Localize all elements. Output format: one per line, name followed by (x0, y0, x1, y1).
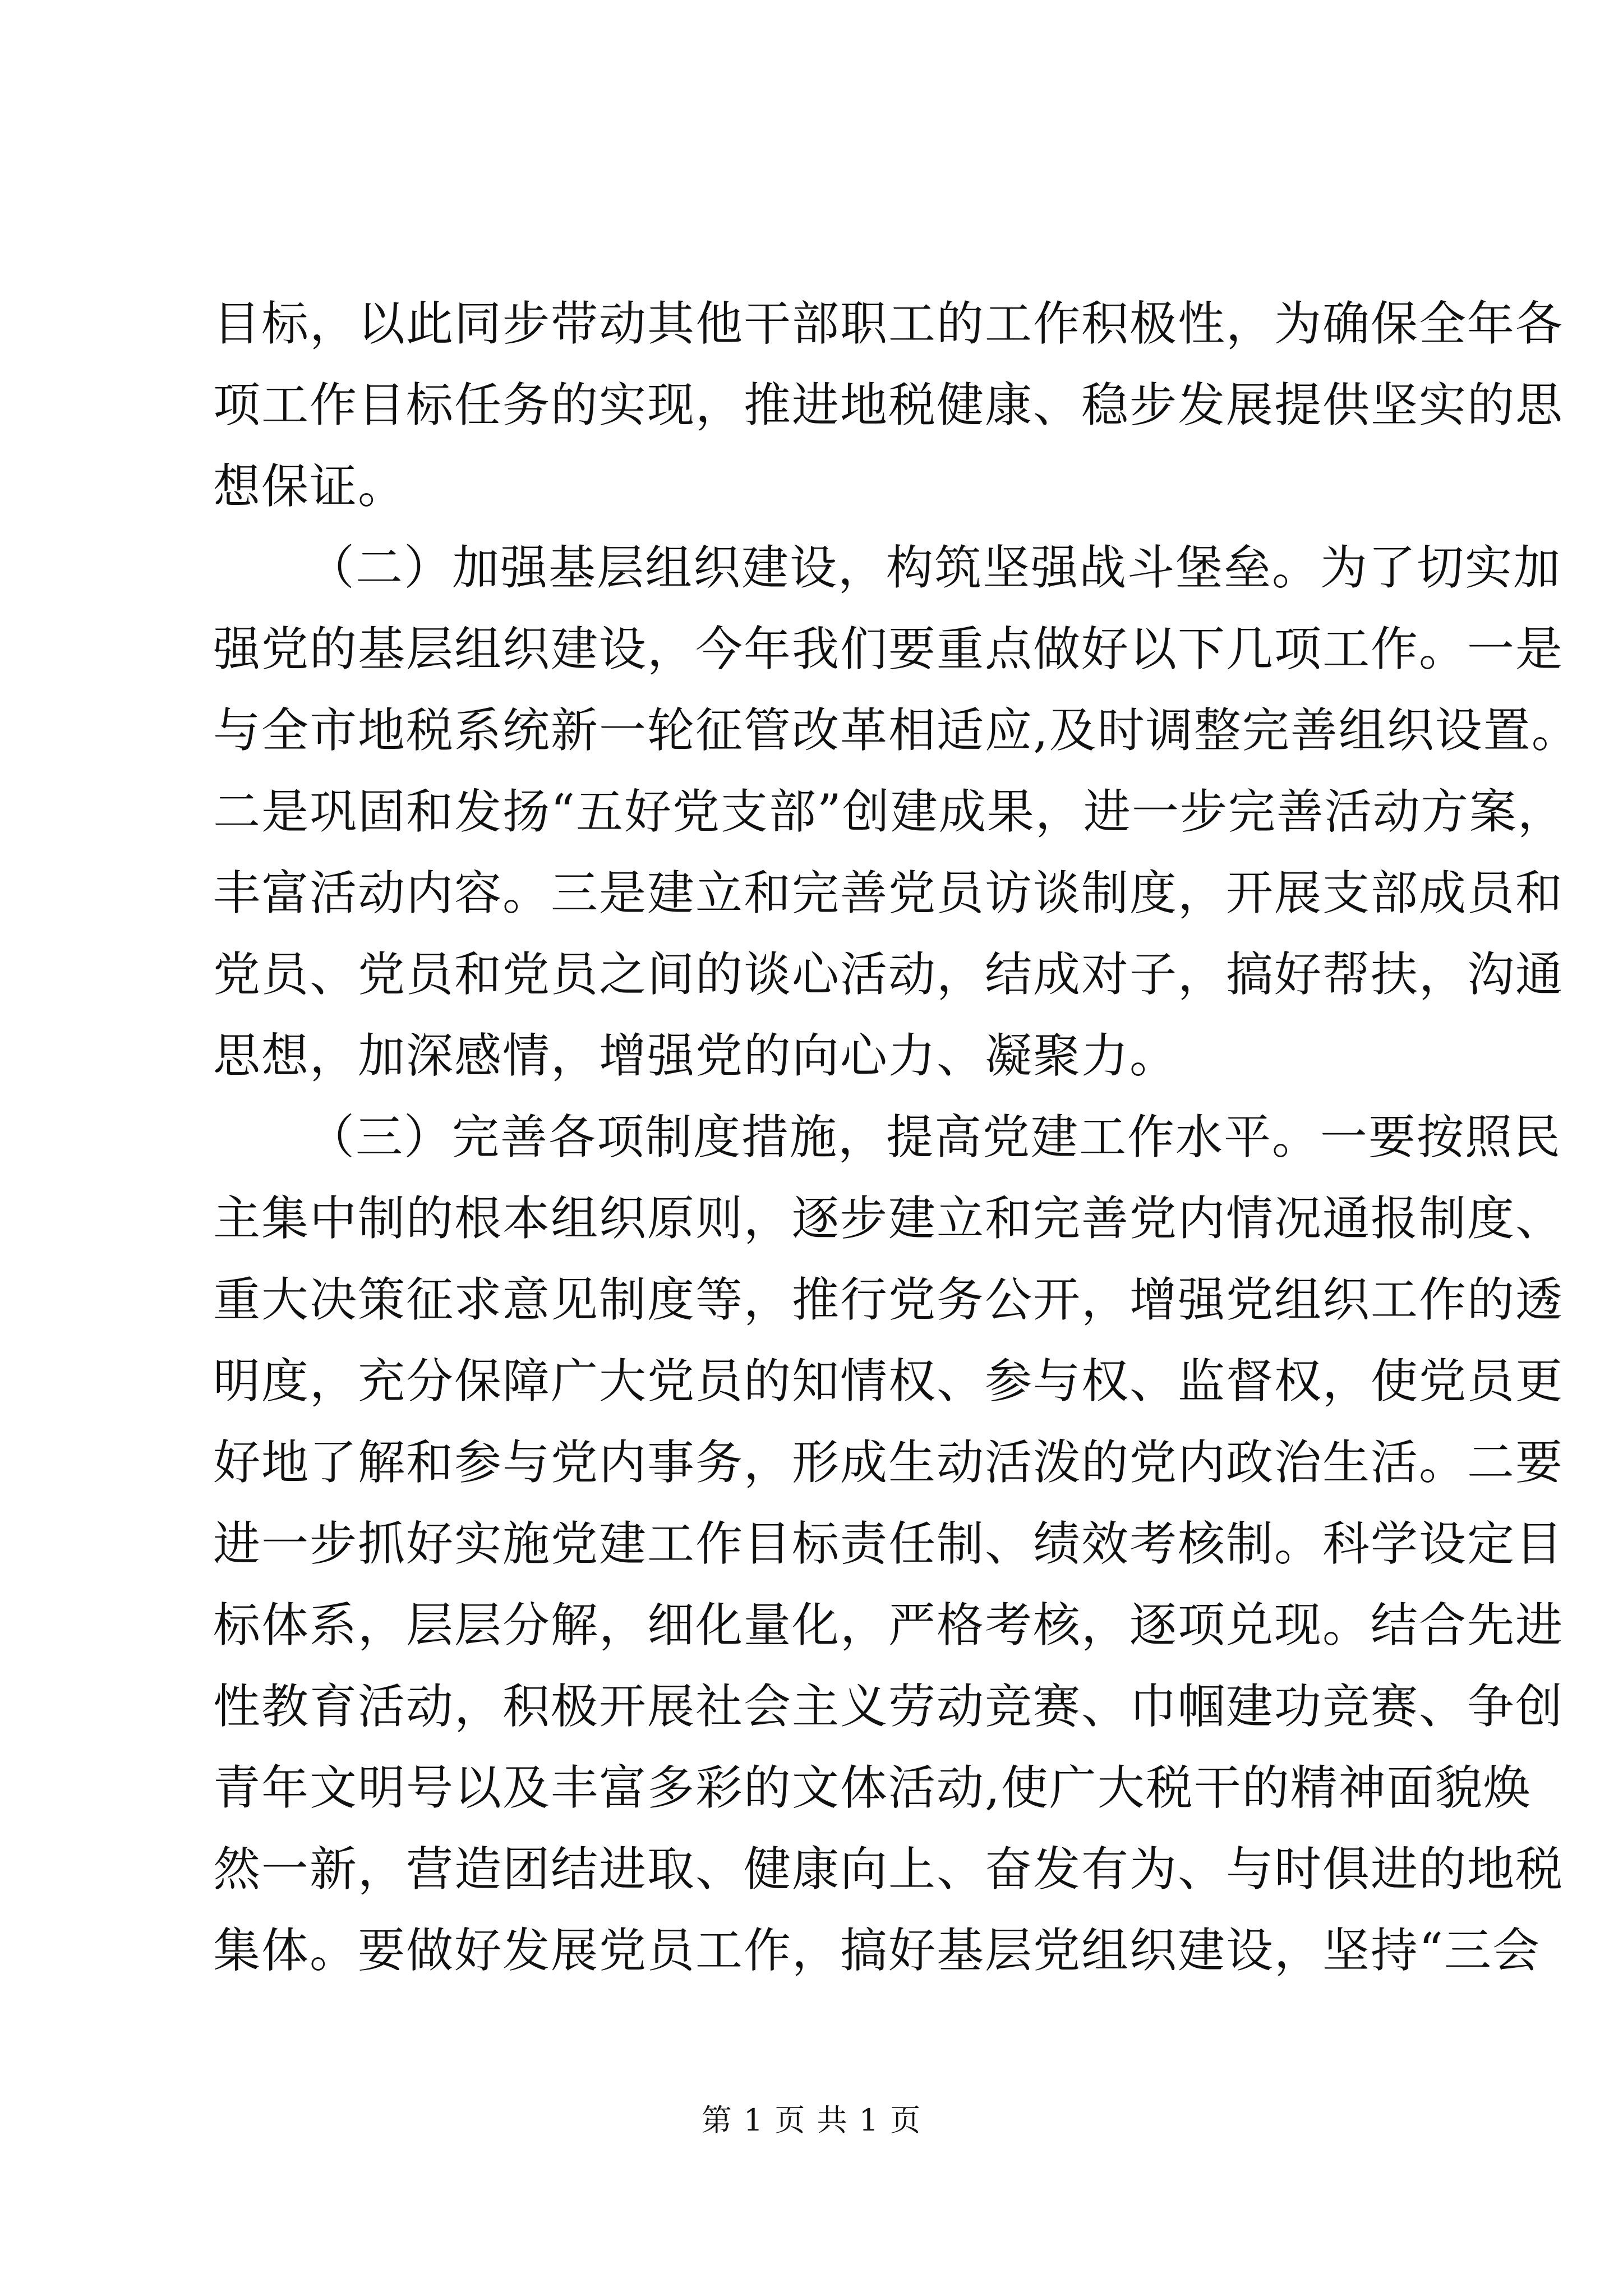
text-line: 强党的基层组织建设，今年我们要重点做好以下几项工作。一是 (213, 622, 1564, 677)
text-line: 青年文明号以及丰富多彩的文体活动,使广大税干的精神面貌焕 (213, 1760, 1532, 1815)
text-line: 性教育活动，积极开展社会主义劳动竞赛、巾帼建功竞赛、争创 (213, 1679, 1564, 1734)
text-line: 标体系，层层分解，细化量化，严格考核，逐项兑现。结合先进 (213, 1598, 1564, 1653)
text-line: 与全市地税系统新一轮征管改革相适应,及时调整完善组织设置。 (213, 703, 1580, 758)
text-line: 丰富活动内容。三是建立和完善党员访谈制度，开展支部成员和 (213, 866, 1564, 921)
text-line: 党员、党员和党员之间的谈心活动，结成对子，搞好帮扶，沟通 (213, 947, 1564, 1002)
page-footer: 第 1 页 共 1 页 (701, 2102, 922, 2138)
section-heading-line: （三）完善各项制度措施，提高党建工作水平。一要按照民 (307, 1110, 1562, 1165)
document-body (213, 283, 1580, 1991)
text-line: 集体。要做好发展党员工作，搞好基层党组织建设，坚持“三会 (213, 1923, 1541, 1978)
section-heading-line: （二）加强基层组织建设，构筑坚强战斗堡垒。为了切实加 (307, 540, 1562, 595)
text-line: 进一步抓好实施党建工作目标责任制、绩效考核制。科学设定目 (213, 1516, 1564, 1571)
text-line: 主集中制的根本组织原则，逐步建立和完善党内情况通报制度、 (213, 1191, 1564, 1246)
text-line: 重大决策征求意见制度等，推行党务公开，增强党组织工作的透 (213, 1272, 1564, 1327)
text-line: 目标，以此同步带动其他干部职工的工作积极性，为确保全年各 (213, 296, 1564, 351)
text-line: 二是巩固和发扬“五好党支部”创建成果，进一步完善活动方案， (213, 784, 1566, 839)
text-line: 想保证。 (213, 459, 407, 514)
text-line: 思想，加深感情，增强党的向心力、凝聚力。 (213, 1028, 1178, 1083)
text-line: 好地了解和参与党内事务，形成生动活泼的党内政治生活。二要 (213, 1435, 1564, 1490)
text-line: 项工作目标任务的实现，推进地税健康、稳步发展提供坚实的思 (213, 378, 1564, 432)
text-line: 明度，充分保障广大党员的知情权、参与权、监督权，使党员更 (213, 1354, 1564, 1409)
text-line: 然一新，营造团结进取、健康向上、奋发有为、与时俱进的地税 (213, 1842, 1564, 1897)
